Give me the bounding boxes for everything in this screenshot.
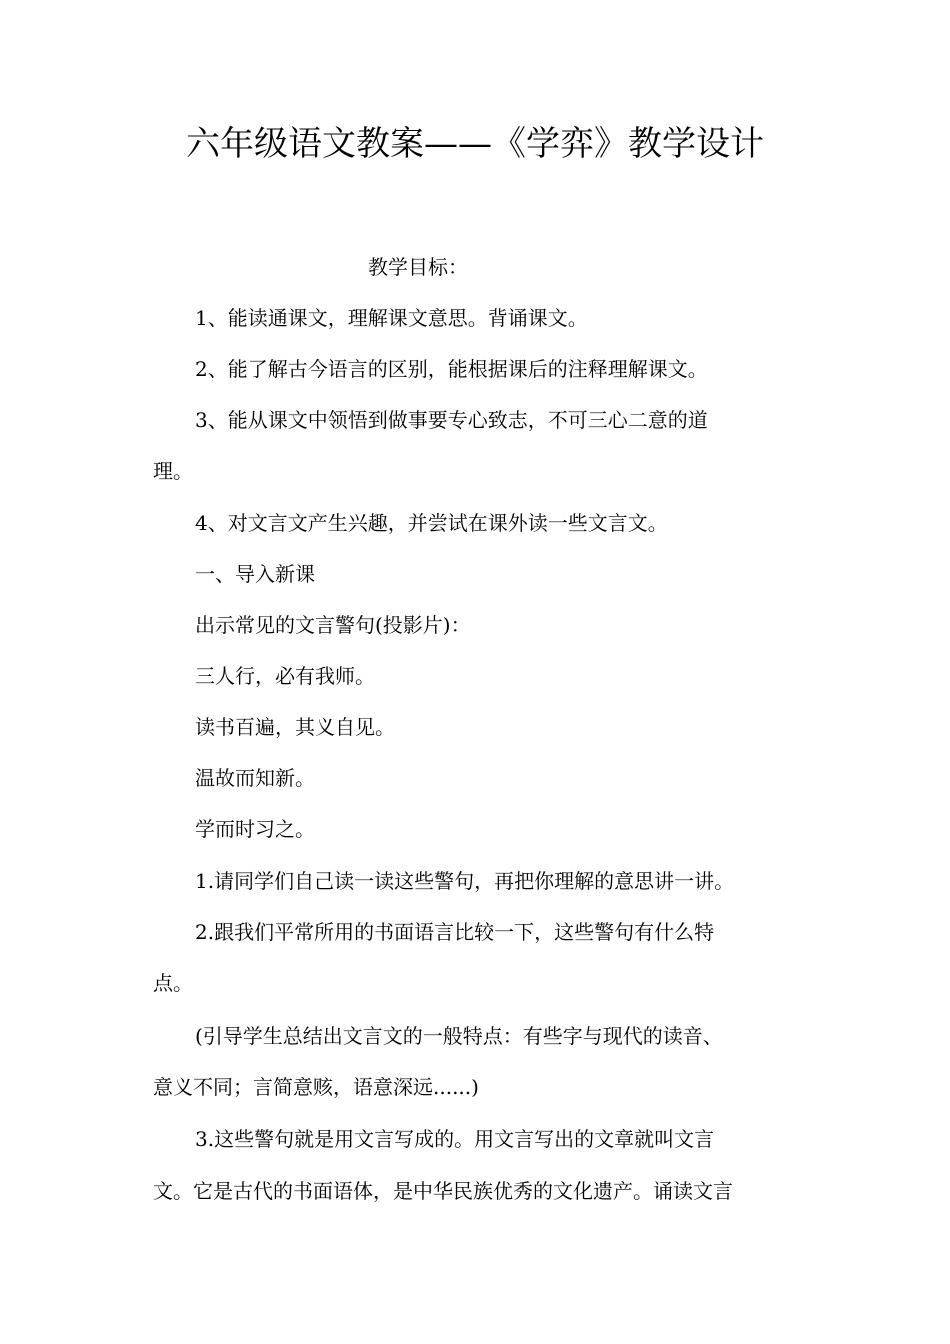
saying-item: 读书百遍，其义自见。	[195, 715, 395, 739]
objective-item: 2、能了解古今语言的区别，能根据课后的注释理解课文。	[195, 357, 708, 381]
step-item-continuation: 文。它是古代的书面语体，是中华民族优秀的文化遗产。诵读文言	[153, 1179, 733, 1203]
objective-item: 4、对文言文产生兴趣，并尝试在课外读一些文言文。	[195, 511, 668, 535]
step-item: 3.这些警句就是用文言写成的。用文言写出的文章就叫文言	[195, 1127, 715, 1151]
objective-item: 1、能读通课文，理解课文意思。背诵课文。	[195, 306, 588, 330]
saying-item: 三人行，必有我师。	[195, 664, 375, 688]
step-note: (引导学生总结出文言文的一般特点：有些字与现代的读音、	[195, 1024, 723, 1048]
step-item: 2.跟我们平常所用的书面语言比较一下，这些警句有什么特	[195, 920, 715, 944]
step-item-continuation: 点。	[153, 971, 193, 995]
objective-item-continuation: 理。	[153, 459, 193, 483]
intro-line: 出示常见的文言警句(投影片)：	[195, 613, 471, 637]
section-heading: 一、导入新课	[195, 562, 315, 586]
saying-item: 学而时习之。	[195, 817, 315, 841]
step-item: 1.请同学们自己读一读这些警句，再把你理解的意思讲一讲。	[195, 869, 735, 893]
document-title: 六年级语文教案——《学弈》教学设计	[186, 124, 764, 164]
saying-item: 温故而知新。	[195, 766, 315, 790]
objective-item: 3、能从课文中领悟到做事要专心致志，不可三心二意的道	[195, 408, 708, 432]
step-note-continuation: 意义不同；言简意赅，语意深远......)	[153, 1075, 479, 1099]
objectives-heading: 教学目标：	[368, 255, 468, 279]
